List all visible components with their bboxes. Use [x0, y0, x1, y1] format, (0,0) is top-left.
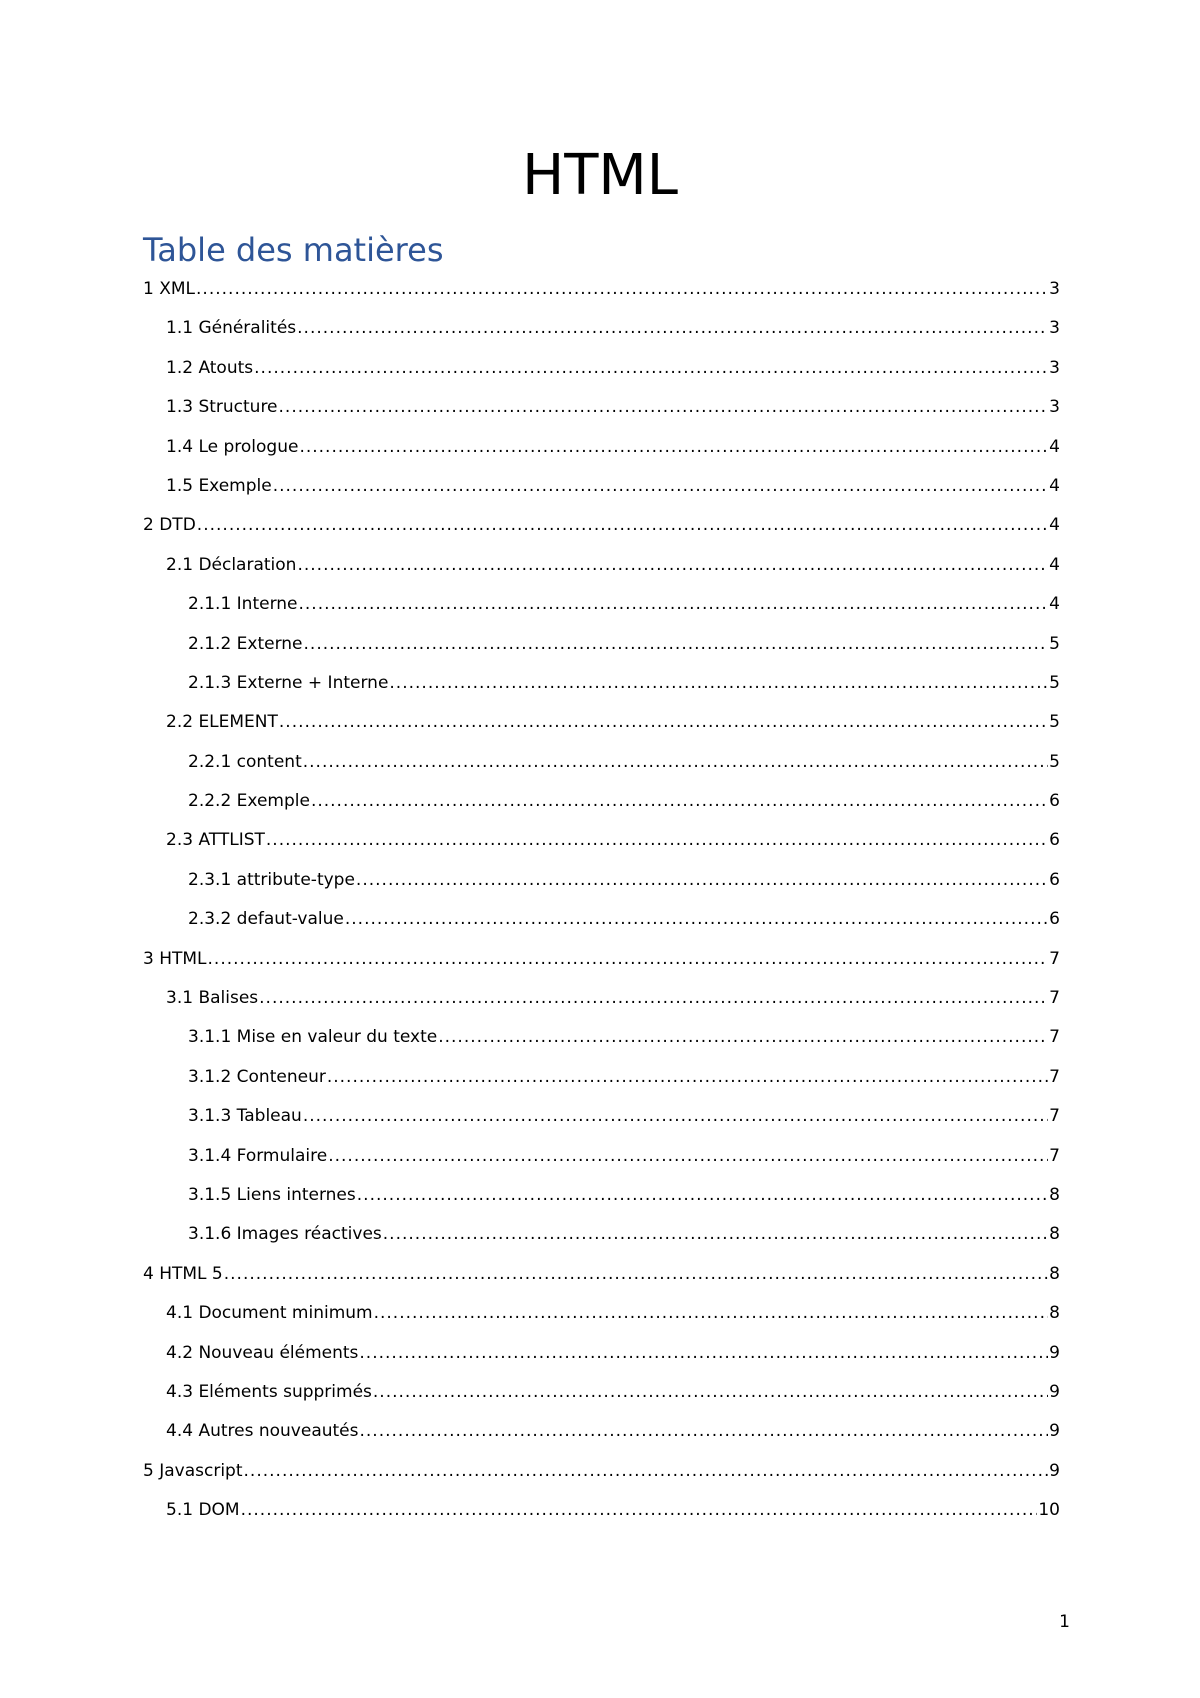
toc-entry-label: 3.1.3 Tableau	[188, 1106, 302, 1127]
toc-entry-page: 5	[1049, 633, 1060, 654]
toc-entry[interactable]	[143, 274, 1060, 313]
toc-entry-page: 9	[1049, 1460, 1060, 1481]
toc-entry-label: 2.1.2 Externe	[188, 633, 303, 654]
toc-dot-leader	[357, 1180, 1048, 1210]
toc-entry[interactable]	[143, 865, 1060, 904]
toc-entry-label: 4 HTML 5	[143, 1263, 223, 1284]
toc-entry-page: 6	[1049, 909, 1060, 930]
toc-entry-page: 8	[1049, 1184, 1060, 1205]
toc-entry-page: 7	[1049, 988, 1060, 1009]
toc-entry-label: 3.1 Balises	[166, 988, 259, 1009]
toc-entry[interactable]	[143, 944, 1060, 983]
toc-dot-leader	[299, 589, 1049, 619]
toc-entry-page: 3	[1049, 279, 1060, 299]
toc-entry-label: 2.1.3 Externe + Interne	[188, 672, 389, 693]
toc-dot-leader	[304, 629, 1049, 659]
toc-dot-leader	[327, 1062, 1048, 1092]
toc-entry[interactable]	[143, 353, 1060, 392]
toc-entry[interactable]	[143, 1456, 1060, 1495]
toc-dot-leader	[374, 1298, 1049, 1328]
toc-entry-label: 2.3.2 defaut-value	[188, 909, 344, 930]
toc-entry-label: 2.2.1 content	[188, 751, 302, 772]
toc-entry[interactable]	[143, 1259, 1060, 1298]
toc-dot-leader	[254, 353, 1048, 383]
toc-dot-leader	[299, 432, 1048, 462]
toc-dot-leader	[303, 747, 1048, 777]
toc-entry-label: 1.2 Atouts	[166, 357, 254, 378]
toc-dot-leader	[373, 1377, 1048, 1407]
toc-dot-leader	[224, 1259, 1048, 1289]
toc-dot-leader	[241, 1495, 1038, 1525]
toc-entry-page: 4	[1049, 436, 1060, 457]
toc-entry-page: 9	[1049, 1342, 1060, 1363]
toc-entry-label: 2.1.1 Interne	[188, 594, 298, 615]
toc-entry[interactable]	[143, 1141, 1060, 1180]
toc-entry[interactable]	[143, 1495, 1060, 1534]
toc-entry[interactable]	[143, 747, 1060, 786]
toc-entry-label: 4.3 Eléments supprimés	[166, 1381, 372, 1402]
toc-entry-label: 1.3 Structure	[166, 397, 278, 418]
toc-entry-label: 3 HTML	[143, 948, 207, 969]
toc-dot-leader	[208, 944, 1049, 974]
toc-entry-page: 4	[1049, 554, 1060, 575]
toc-dot-leader	[297, 550, 1048, 580]
toc-entry[interactable]	[143, 1298, 1060, 1337]
toc-dot-leader	[356, 865, 1048, 895]
toc-entry-label: 2.2.2 Exemple	[188, 791, 310, 812]
toc-entry[interactable]	[143, 825, 1060, 864]
toc-entry[interactable]	[143, 668, 1060, 707]
toc-dot-leader	[297, 313, 1048, 343]
toc-entry-label: 3.1.6 Images réactives	[188, 1224, 382, 1245]
toc-entry-page: 8	[1049, 1263, 1060, 1284]
toc-entry-label: 4.1 Document minimum	[166, 1303, 373, 1324]
toc-entry-page: 7	[1049, 1145, 1060, 1166]
toc-entry[interactable]	[143, 510, 1060, 549]
toc-entry-page: 6	[1049, 791, 1060, 812]
toc-entry[interactable]	[143, 786, 1060, 825]
toc-entry-label: 1 XML	[143, 279, 196, 299]
toc-entry-page: 5	[1049, 751, 1060, 772]
toc-entry-page: 5	[1049, 712, 1060, 733]
toc-entry-page: 7	[1049, 948, 1060, 969]
toc-entry[interactable]	[143, 313, 1060, 352]
toc-entry-label: 4.2 Nouveau éléments	[166, 1342, 359, 1363]
toc-entry[interactable]	[143, 629, 1060, 668]
table-of-contents	[143, 274, 1060, 1535]
toc-entry-page: 5	[1049, 672, 1060, 693]
toc-entry-label: 1.4 Le prologue	[166, 436, 299, 457]
toc-entry-page: 4	[1049, 475, 1060, 496]
toc-entry-page: 7	[1049, 1106, 1060, 1127]
toc-entry[interactable]	[143, 432, 1060, 471]
toc-entry-page: 9	[1049, 1421, 1060, 1442]
document-title: HTML	[522, 143, 678, 208]
toc-entry[interactable]	[143, 589, 1060, 628]
toc-entry[interactable]	[143, 983, 1060, 1022]
toc-entry-page: 8	[1049, 1303, 1060, 1324]
toc-dot-leader	[196, 274, 1048, 304]
toc-entry-page: 3	[1049, 318, 1060, 339]
page-number: 1	[1059, 1612, 1070, 1632]
toc-entry[interactable]	[143, 1101, 1060, 1140]
toc-entry[interactable]	[143, 1416, 1060, 1455]
toc-entry[interactable]	[143, 1022, 1060, 1061]
toc-entry[interactable]	[143, 471, 1060, 510]
toc-entry-label: 1.5 Exemple	[166, 475, 272, 496]
toc-entry-page: 3	[1049, 357, 1060, 378]
toc-entry-label: 2.3.1 attribute-type	[188, 869, 355, 890]
toc-entry[interactable]	[143, 1062, 1060, 1101]
toc-dot-leader	[266, 825, 1048, 855]
toc-dot-leader	[279, 392, 1049, 422]
toc-dot-leader	[383, 1219, 1048, 1249]
toc-entry-page: 4	[1049, 515, 1060, 536]
toc-entry-label: 2 DTD	[143, 515, 196, 536]
toc-entry-label: 4.4 Autres nouveautés	[166, 1421, 359, 1442]
toc-entry-page: 4	[1049, 594, 1060, 615]
toc-entry-label: 3.1.4 Formulaire	[188, 1145, 328, 1166]
toc-entry[interactable]	[143, 1219, 1060, 1258]
toc-entry[interactable]	[143, 904, 1060, 943]
toc-entry-page: 7	[1049, 1027, 1060, 1048]
toc-dot-leader	[438, 1022, 1048, 1052]
toc-entry-label: 1.1 Généralités	[166, 318, 297, 339]
toc-entry[interactable]	[143, 707, 1060, 746]
toc-heading: Table des matières	[143, 231, 444, 269]
toc-entry-page: 7	[1049, 1066, 1060, 1087]
toc-entry-page: 9	[1049, 1381, 1060, 1402]
toc-entry-label: 3.1.5 Liens internes	[188, 1184, 356, 1205]
toc-entry-label: 2.3 ATTLIST	[166, 830, 265, 851]
toc-entry-label: 3.1.1 Mise en valeur du texte	[188, 1027, 438, 1048]
toc-entry-label: 5 Javascript	[143, 1460, 243, 1481]
toc-entry-label: 2.1 Déclaration	[166, 554, 297, 575]
toc-dot-leader	[311, 786, 1048, 816]
toc-dot-leader	[259, 983, 1048, 1013]
toc-entry-label: 3.1.2 Conteneur	[188, 1066, 326, 1087]
toc-dot-leader	[389, 668, 1048, 698]
toc-entry-label: 2.2 ELEMENT	[166, 712, 278, 733]
toc-entry-page: 6	[1049, 869, 1060, 890]
toc-entry[interactable]	[143, 1377, 1060, 1416]
toc-entry-page: 3	[1049, 397, 1060, 418]
toc-entry[interactable]	[143, 392, 1060, 431]
toc-entry[interactable]	[143, 550, 1060, 589]
toc-dot-leader	[273, 471, 1048, 501]
toc-dot-leader	[303, 1101, 1048, 1131]
toc-dot-leader	[360, 1416, 1049, 1446]
toc-entry[interactable]	[143, 1180, 1060, 1219]
toc-dot-leader	[279, 707, 1048, 737]
toc-dot-leader	[244, 1456, 1049, 1486]
toc-dot-leader	[197, 510, 1048, 540]
toc-dot-leader	[359, 1338, 1048, 1368]
toc-entry-page: 6	[1049, 830, 1060, 851]
toc-entry-page: 8	[1049, 1224, 1060, 1245]
toc-dot-leader	[345, 904, 1048, 934]
toc-entry[interactable]	[143, 1338, 1060, 1377]
toc-dot-leader	[328, 1141, 1048, 1171]
toc-entry-label: 5.1 DOM	[166, 1500, 240, 1521]
toc-entry-page: 10	[1038, 1500, 1060, 1521]
